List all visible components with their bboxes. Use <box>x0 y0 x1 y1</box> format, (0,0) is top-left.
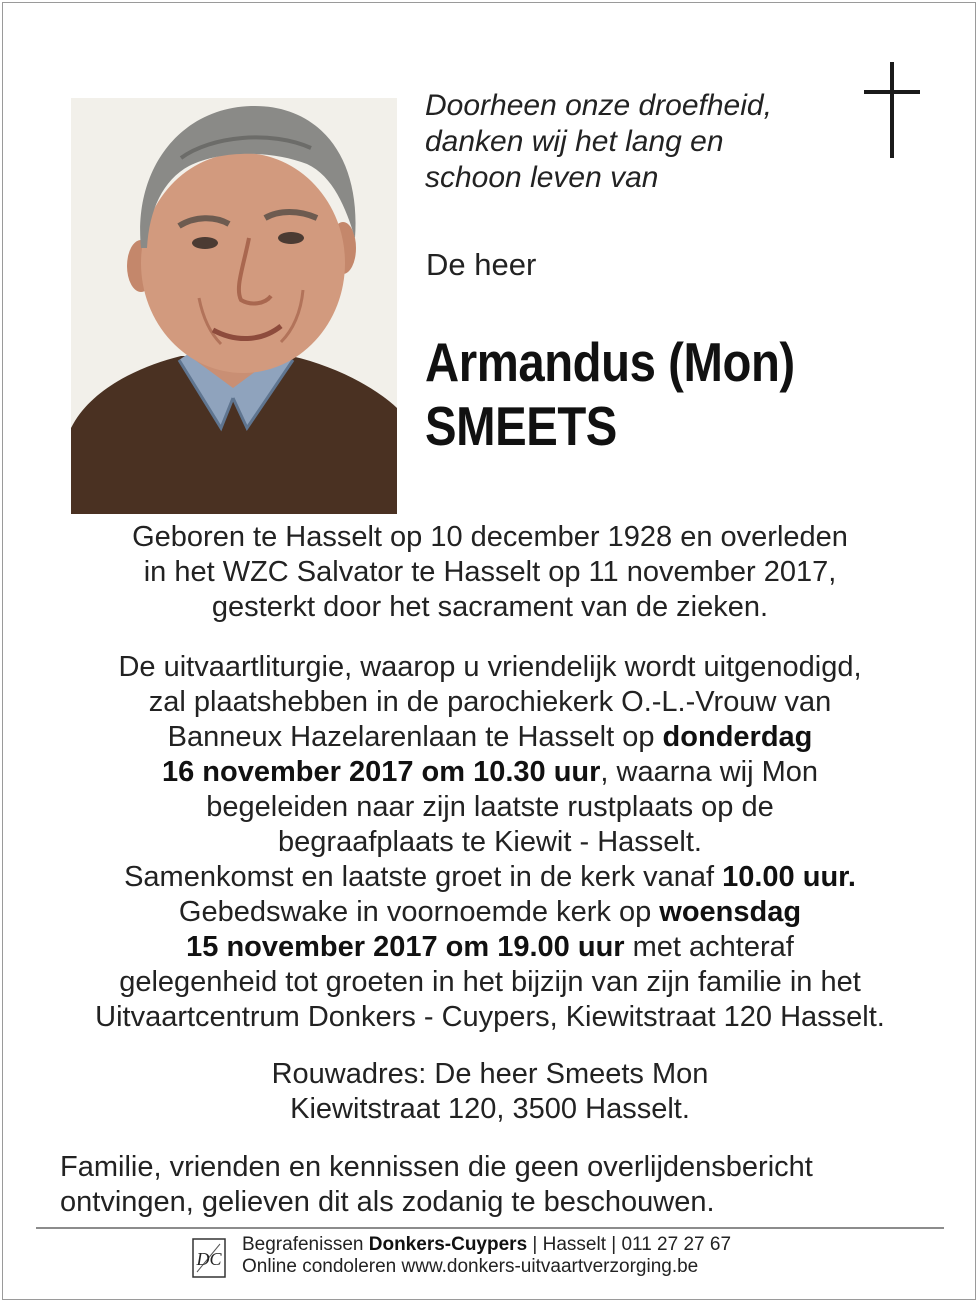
deceased-name <box>425 330 795 458</box>
vigil-datetime: 15 november 2017 om 19.00 uur <box>186 931 625 963</box>
note-line: ontvingen, gelieven dit als zodanig te beschouwen. <box>60 1186 715 1218</box>
funeral-home-name: Donkers-Cuypers <box>368 1234 528 1255</box>
footer-website: Online condoleren www.donkers-uitvaartverzorging.be <box>242 1256 699 1277</box>
closing-note <box>60 1150 940 1220</box>
funeral-line: De uitvaartliturgie, waarop u vriendelijk wordt uitgenodigd, <box>118 651 862 683</box>
funeral-line: Uitvaartcentrum Donkers - Cuypers, Kiewitstraat 120 Hasselt. <box>95 1001 885 1033</box>
funeral-home-logo-icon <box>192 1238 226 1278</box>
address-line: Rouwadres: De heer Smeets Mon <box>271 1058 709 1090</box>
footer-label: Begrafenissen <box>242 1234 369 1255</box>
funeral-line <box>40 895 940 930</box>
logo-letters: DC <box>196 1249 222 1269</box>
funeral-details <box>40 650 940 1035</box>
funeral-line <box>40 720 940 755</box>
funeral-text: Samenkomst en laatste groet in de kerk vanaf <box>124 861 723 893</box>
footer-contact: | Hasselt | 011 27 27 67 <box>527 1234 732 1255</box>
funeral-text: Gebedswake in voornoemde kerk op <box>178 896 660 928</box>
funeral-day: donderdag <box>662 721 813 753</box>
footer-line <box>242 1234 731 1256</box>
funeral-line: zal plaatshebben in de parochiekerk O.-L.-Vrouw van <box>148 686 832 718</box>
intro-text <box>425 88 825 196</box>
cross-icon <box>864 62 920 158</box>
funeral-text: Banneux Hazelarenlaan te Hasselt op <box>167 721 663 753</box>
birth-death-details <box>40 520 940 625</box>
first-name: Armandus (Mon) <box>425 331 795 393</box>
portrait-photo <box>71 98 397 514</box>
detail-line: Geboren te Hasselt op 10 december 1928 en overleden <box>132 521 848 553</box>
funeral-line <box>40 860 940 895</box>
footer-text <box>242 1234 731 1278</box>
funeral-line <box>40 755 940 790</box>
intro-line: schoon leven van <box>425 161 659 194</box>
name-prefix: De heer <box>426 247 537 282</box>
detail-line: in het WZC Salvator te Hasselt op 11 november 2017, <box>143 556 837 588</box>
intro-line: Doorheen onze droefheid, <box>425 89 772 122</box>
vigil-day: woensdag <box>659 896 802 928</box>
address-line: Kiewitstraat 120, 3500 Hasselt. <box>290 1093 690 1125</box>
footer-divider <box>36 1227 944 1229</box>
mourning-address <box>40 1057 940 1127</box>
funeral-datetime: 16 november 2017 om 10.30 uur <box>161 756 601 788</box>
funeral-text: met achteraf <box>624 931 794 963</box>
note-line: Familie, vrienden en kennissen die geen overlijdensbericht <box>60 1151 813 1183</box>
intro-line: danken wij het lang en <box>425 125 724 158</box>
detail-line: gesterkt door het sacrament van de zieken. <box>211 591 769 623</box>
last-name: SMEETS <box>425 395 617 457</box>
funeral-line: begeleiden naar zijn laatste rustplaats op de <box>206 791 774 823</box>
funeral-line: begraafplaats te Kiewit - Hasselt. <box>278 826 702 858</box>
funeral-text: , waarna wij Mon <box>600 756 819 788</box>
funeral-line: gelegenheid tot groeten in het bijzijn van zijn familie in het <box>119 966 861 998</box>
gathering-time: 10.00 uur. <box>722 861 856 893</box>
funeral-line <box>40 930 940 965</box>
